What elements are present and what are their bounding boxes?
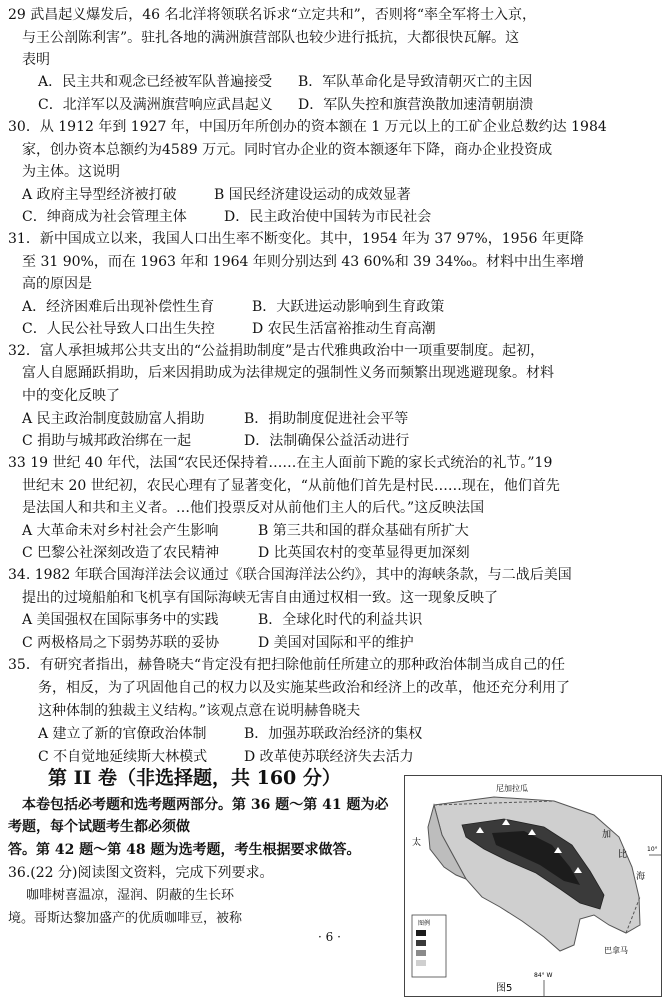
q34-stem-line2: 提出的过境船舶和飞机享有国际海峡无害自由通过权相一致。这一现象反映了 [22, 590, 498, 606]
q30-option-d: D．民主政治使中国转为市民社会 [224, 209, 432, 225]
q31-stem-line3: 高的原因是 [22, 276, 92, 292]
q35-stem-line3: 这种体制的独裁主义结构。”该观点意在说明赫鲁晓夫 [38, 703, 361, 719]
q30-stem-line1: 30．从 1912 年到 1927 年，中国历年所创办的资本额在 1 万元以上的工矿企业总数约达 1984 [8, 119, 607, 135]
legend-swatch-4 [416, 960, 426, 966]
q33-option-c: C 巴黎公社深刻改造了农民精神 [22, 545, 220, 561]
label-caribbean-1: 加 [602, 830, 612, 840]
q36-text-line1: 咖啡树喜温凉，湿润、阴蔽的生长环 [26, 888, 235, 903]
q32-stem-line1: 32．富人承担城邦公共支出的“公益捐助制度”是古代雅典政治中一项重要制度。起初， [8, 343, 545, 359]
q31-option-c: C．人民公社导致人口出生失控 [22, 321, 215, 337]
legend-swatch-2 [416, 940, 426, 946]
map-svg [404, 775, 662, 997]
label-panama: 巴拿马 [604, 946, 628, 955]
q29-option-a: A．民主共和观念已经被军队普遍接受 [38, 74, 273, 90]
q35-option-b: B．加强苏联政治经济的集权 [244, 726, 423, 742]
q30-stem-line2: 家，创办资本总额约为4589 万元。同时官办企业的资本额逐年下降，商办企业投资成 [22, 142, 553, 158]
q34-stem-line1: 34. 1982 年联合国海洋法会议通过《联合国海洋法公约》，其中的海峡条款，与二战后美国 [8, 567, 572, 583]
label-latitude: 10° [647, 846, 658, 853]
q29-stem-line2: 与王公剖陈利害”。驻扎各地的满洲旗营部队也较少进行抵抗，大都很快瓦解。这 [22, 30, 520, 46]
label-nicaragua: 尼加拉瓜 [496, 784, 528, 793]
q33-option-a: A 大革命未对乡村社会产生影响 [22, 523, 219, 539]
label-caribbean-2: 比 [618, 850, 628, 860]
section-intro-line2: 考题，每个试题考生都必须做 [8, 819, 190, 835]
q34-option-d: D 美国对国际和平的维护 [258, 635, 414, 651]
page-number: · 6 · [318, 930, 341, 944]
q32-option-d: D．法制确保公益活动进行 [244, 433, 410, 449]
q35-stem-line1: 35．有研究者指出，赫鲁晓夫“肯定没有把扫除他前任所建立的那种政治体制当成自己的任 [8, 657, 565, 673]
label-pacific: 太 [412, 838, 422, 848]
q31-option-d: D 农民生活富裕推动生育高潮 [252, 321, 436, 337]
q34-option-c: C 两极格局之下弱势苏联的妥协 [22, 635, 220, 651]
q33-option-d: D 比英国农村的变革显得更加深刻 [258, 545, 470, 561]
q29-stem-line1: 29 武昌起义爆发后，46 名北洋将领联名诉求“立定共和”，否则将“率全军将士入京， [8, 7, 536, 23]
q34-option-b: B．全球化时代的利益共识 [258, 612, 423, 628]
q30-stem-line3: 为主体。这说明 [22, 164, 120, 180]
q35-stem-line2: 务，相反，为了巩固他自己的权力以及实施某些政治和经济上的改革，他还充分利用了 [38, 680, 570, 696]
q30-option-a: A 政府主导型经济被打破 [22, 187, 177, 203]
q29-stem-line3: 表明 [22, 52, 50, 68]
section-intro-line1: 本卷包括必考题和选考题两部分。第 36 题～第 41 题为必 [22, 797, 389, 813]
q29-option-b: B．军队革命化是导致清朝灭亡的主因 [298, 74, 533, 90]
q34-option-a: A 美国强权在国际事务中的实践 [22, 612, 219, 628]
legend-swatch-3 [416, 950, 426, 956]
q31-stem-line1: 31．新中国成立以来，我国人口出生率不断变化。其中，1954 年为 37 97%，1956 年更降 [8, 231, 584, 247]
legend-title: 图例 [418, 920, 431, 927]
q32-stem-line2: 富人自愿踊跃捐助，后来因捐助成为法律规定的强制性义务而频繁出现逃避现象。材料 [22, 365, 554, 381]
q31-option-b: B．大跃进运动影响到生育政策 [252, 299, 445, 315]
legend-swatch-1 [416, 930, 426, 936]
q31-stem-line2: 至 31 90%，而在 1963 年和 1964 年则分别达到 43 60%和 39 34‰。材料中出生率增 [22, 254, 585, 270]
q33-stem-line1: 33 19 世纪 40 年代，法国“农民还保持着……在主人面前下跪的家长式统治的礼节。”19 [8, 455, 553, 471]
q35-option-d: D 改革使苏联经济失去活力 [244, 749, 414, 765]
q33-stem-line2: 世纪末 20 世纪初，农民心理有了显著变化，“从前他们首先是村民……现在，他们首先 [22, 478, 560, 494]
q30-option-c: C．绅商成为社会管理主体 [22, 209, 187, 225]
section-intro-line3: 答。第 42 题～第 48 题为选考题，考生根据要求做答。 [8, 842, 361, 858]
q35-option-a: A 建立了新的官僚政治体制 [38, 726, 207, 742]
q33-stem-line3: 是法国人和共和主义者。…他们投票反对从前他们主人的后代。”这反映法国 [22, 500, 485, 516]
q29-option-d: D．军队失控和旗营涣散加速清朝崩溃 [298, 97, 534, 113]
figure-caption: 图5 [496, 983, 513, 994]
label-longitude: 84° W [534, 972, 553, 979]
q36-stem: 36.(22 分)阅读图文资料，完成下列要求。 [8, 865, 274, 881]
label-caribbean-3: 海 [636, 872, 646, 882]
q32-option-b: B．捐助制度促进社会平等 [244, 411, 409, 427]
q31-option-a: A．经济困难后出现补偿性生育 [22, 299, 215, 315]
q35-option-c: C 不自觉地延续斯大林模式 [38, 749, 208, 765]
q32-option-a: A 民主政治制度鼓励富人捐助 [22, 411, 205, 427]
q30-option-b: B 国民经济建设运动的成效显著 [214, 187, 411, 203]
q32-stem-line3: 中的变化反映了 [22, 388, 120, 404]
q32-option-c: C 捐助与城邦政治绑在一起 [22, 433, 192, 449]
costa-rica-map-figure [404, 775, 662, 997]
q36-text-line2: 境。哥斯达黎加盛产的优质咖啡豆，被称 [8, 911, 243, 926]
q33-option-b: B 第三共和国的群众基础有所扩大 [258, 523, 469, 539]
q29-option-c: C．北洋军以及满洲旗营响应武昌起义 [38, 97, 273, 113]
section-title: 第 II 卷（非选择题，共 160 分） [48, 767, 341, 789]
